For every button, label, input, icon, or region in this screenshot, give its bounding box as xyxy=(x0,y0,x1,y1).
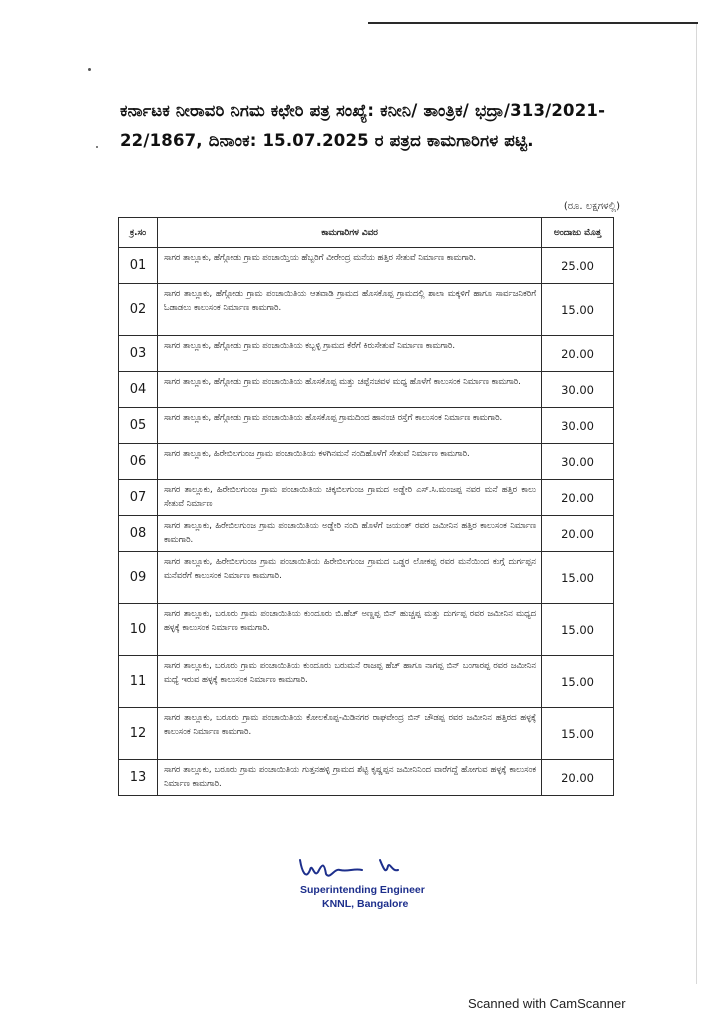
serial-cell: 13 xyxy=(119,760,158,796)
amount-cell: 25.00 xyxy=(542,248,614,284)
signature-scribble xyxy=(296,852,418,886)
amount-cell: 20.00 xyxy=(542,480,614,516)
description-cell: ಸಾಗರ ತಾಲ್ಲೂಕು, ಹಿರೇಬಿಲಗುಂಜ ಗ್ರಾಮ ಪಂಚಾಯಿತಿಯ ಹಿರೇಬಿಲಗುಂಜ ಗ್ರಾಮದ ಒಡ್ಡರ ಲೋಕಪ್ಪ ರವರ ಮನೆಯಿಂದ ಕುಗ್ಗೆ ದುರ್ಗಪ್ಪನ ಮನೆವರೆಗೆ ಕಾಲುಸಂಕ ನಿರ್ಮಾಣ ಕಾಮಗಾರಿ. xyxy=(157,552,541,604)
table-row xyxy=(119,516,614,552)
serial-cell: 04 xyxy=(119,372,158,408)
description-cell: ಸಾಗರ ತಾಲ್ಲೂಕು, ಹೆಗ್ಗೋಡು ಗ್ರಾಮ ಪಂಚಾಯಿತಿಯ ಹೊಸಕೊಪ್ಪ ಗ್ರಾಮದಿಂದ ಹಾನಂಚಿ ರಸ್ತೆಗೆ ಕಾಲುಸಂಕ ನಿರ್ಮಾಣ ಕಾಮಗಾರಿ. xyxy=(157,408,541,444)
serial-cell: 02 xyxy=(119,284,158,336)
table-row xyxy=(119,552,614,604)
amount-cell: 15.00 xyxy=(542,656,614,708)
table-row xyxy=(119,408,614,444)
serial-header: ಕ್ರ.ಸಂ xyxy=(119,218,158,248)
scan-speck xyxy=(88,68,91,71)
table-row xyxy=(119,656,614,708)
serial-cell: 11 xyxy=(119,656,158,708)
description-cell: ಸಾಗರ ತಾಲ್ಲೂಕು, ಹೆಗ್ಗೋಡು ಗ್ರಾಮ ಪಂಚಾಯಿತಿಯ ಕಬ್ಬಳ್ಳಿ ಗ್ರಾಮದ ಕೆರೆಗೆ ಕಿರುಸೇತುವೆ ನಿರ್ಮಾಣ ಕಾಮಗಾರಿ. xyxy=(157,336,541,372)
serial-cell: 10 xyxy=(119,604,158,656)
table-row xyxy=(119,372,614,408)
description-cell: ಸಾಗರ ತಾಲ್ಲೂಕು, ಬರೂರು ಗ್ರಾಮ ಪಂಚಾಯಿತಿಯ ಕೋಲಕೊಪ್ಪ-ಮಿಡಿನಗರ ರಾಘವೇಂದ್ರ ಬಿನ್ ಚೌಡಪ್ಪ ರವರ ಜಮೀನಿನ ಹತ್ತಿರದ ಹಳ್ಳಕ್ಕೆ ಕಾಲುಸಂಕ ನಿರ್ಮಾಣ ಕಾಮಗಾರಿ. xyxy=(157,708,541,760)
amount-cell: 30.00 xyxy=(542,372,614,408)
table-row xyxy=(119,760,614,796)
description-cell: ಸಾಗರ ತಾಲ್ಲೂಕು, ಬರೂರು ಗ್ರಾಮ ಪಂಚಾಯಿತಿಯ ಕುಂದೂರು ಬಿ.ಹೆಚ್ ಅಣ್ಣಪ್ಪ ಬಿನ್ ಹುಚ್ಚಪ್ಪ ಮತ್ತು ದುರ್ಗಪ್ಪ ರವರ ಜಮೀನಿನ ಮಧ್ಯದ ಹಳ್ಳಕ್ಕೆ ಕಾಲುಸಂಕ ನಿರ್ಮಾಣ ಕಾಮಗಾರಿ. xyxy=(157,604,541,656)
description-cell: ಸಾಗರ ತಾಲ್ಲೂಕು, ಬರೂರು ಗ್ರಾಮ ಪಂಚಾಯಿತಿಯ ಕುಂದೂರು ಬರುಮನೆ ರಾಜಪ್ಪ ಹೆಚ್ ಹಾಗೂ ನಾಗಪ್ಪ ಬಿನ್ ಬಂಗಾರಪ್ಪ ರವರ ಜಮೀನಿನ ಮಧ್ಯೆ ಇರುವ ಹಳ್ಳಕ್ಕೆ ಕಾಲುಸಂಕ ನಿರ್ಮಾಣ ಕಾಮಗಾರಿ. xyxy=(157,656,541,708)
unit-note: (ರೂ. ಲಕ್ಷಗಳಲ್ಲಿ) xyxy=(563,201,620,212)
serial-cell: 03 xyxy=(119,336,158,372)
letter-heading: ಕರ್ನಾಟಕ ನೀರಾವರಿ ನಿಗಮ ಕಛೇರಿ ಪತ್ರ ಸಂಖ್ಯೆ: ಕನೀನಿ/ ತಾಂತ್ರಿಕ/ ಭದ್ರಾ/313/2021-22/1867, ದಿನಾಂಕ: 15.07.2025 ರ ಪತ್ರದ ಕಾಮಗಾರಿಗಳ ಪಟ್ಟಿ. xyxy=(120,101,606,150)
serial-cell: 01 xyxy=(119,248,158,284)
serial-cell: 08 xyxy=(119,516,158,552)
serial-cell: 07 xyxy=(119,480,158,516)
table-row xyxy=(119,444,614,480)
description-header: ಕಾಮಗಾರಿಗಳ ವಿವರ xyxy=(157,218,541,248)
table-row xyxy=(119,336,614,372)
page-edge-line xyxy=(696,24,697,984)
description-cell: ಸಾಗರ ತಾಲ್ಲೂಕು, ಹೆಗ್ಗೋಡು ಗ್ರಾಮ ಪಂಚಾಯಿತಿಯ ಹೊಸಕೊಪ್ಪ ಮತ್ತು ಚಪ್ಪೆನಚವಳ ಮಧ್ಯ ಹೊಳೆಗೆ ಕಾಲುಸಂಕ ನಿರ್ಮಾಣ ಕಾಮಗಾರಿ. xyxy=(157,372,541,408)
table-body xyxy=(119,248,614,796)
serial-cell: 12 xyxy=(119,708,158,760)
amount-cell: 15.00 xyxy=(542,552,614,604)
amount-cell: 15.00 xyxy=(542,604,614,656)
description-cell: ಸಾಗರ ತಾಲ್ಲೂಕು, ಹೆಗ್ಗೋಡು ಗ್ರಾಮ ಪಂಚಾಯ್ತಿಯ ಹೆಬ್ಬರಿಗೆ ವೀರೇಂದ್ರ ಮನೆಯ ಹತ್ತಿರ ಸೇತುವೆ ನಿರ್ಮಾಣ ಕಾಮಗಾರಿ. xyxy=(157,248,541,284)
amount-header: ಅಂದಾಜು ಮೊತ್ತ xyxy=(542,218,614,248)
amount-cell: 15.00 xyxy=(542,708,614,760)
amount-cell: 20.00 xyxy=(542,516,614,552)
description-cell: ಸಾಗರ ತಾಲ್ಲೂಕು, ಬರೂರು ಗ್ರಾಮ ಪಂಚಾಯಿತಿಯ ಗುತ್ತನಹಳ್ಳಿ ಗ್ರಾಮದ ಶೆಟ್ಟಿ ಕೃಷ್ಣಪ್ಪನ ಜಮೀನಿನಿಂದ ವಾರೆಗದ್ದೆ ಹೋಗುವ ಹಳ್ಳಕ್ಕೆ ಕಾಲುಸಂಕ ನಿರ್ಮಾಣ ಕಾಮಗಾರಿ. xyxy=(157,760,541,796)
description-cell: ಸಾಗರ ತಾಲ್ಲೂಕು, ಹೆಗ್ಗೋಡು ಗ್ರಾಮ ಪಂಚಾಯಿತಿಯ ಆತವಾಡಿ ಗ್ರಾಮದ ಹೊಸಕೊಪ್ಪ ಗ್ರಾಮದಲ್ಲಿ ಶಾಲಾ ಮಕ್ಕಳಿಗೆ ಹಾಗೂ ಸಾರ್ವಜನಿಕರಿಗೆ ಓಡಾಡಲು ಕಾಲುಸಂಕ ನಿರ್ಮಾಣ ಕಾಮಗಾರಿ. xyxy=(157,284,541,336)
serial-cell: 06 xyxy=(119,444,158,480)
table-row xyxy=(119,480,614,516)
description-cell: ಸಾಗರ ತಾಲ್ಲೂಕು, ಹಿರೇಬಿಲಗುಂಜ ಗ್ರಾಮ ಪಂಚಾಯಿತಿಯ ಚಿಕ್ಕಬಿಲಗುಂಜ ಗ್ರಾಮದ ಅಡ್ಡೇರಿ ಎಸ್.ಸಿ.ಮಂಜಪ್ಪ ನವರ ಮನೆ ಹತ್ತಿರ ಕಾಲು ಸೇತುವೆ ನಿರ್ಮಾಣ xyxy=(157,480,541,516)
scan-watermark: Scanned with CamScanner xyxy=(468,996,626,1011)
works-table xyxy=(118,217,614,796)
amount-cell: 30.00 xyxy=(542,444,614,480)
serial-cell: 09 xyxy=(119,552,158,604)
amount-cell: 20.00 xyxy=(542,336,614,372)
signatory-office: KNNL, Bangalore xyxy=(322,898,409,910)
table-row xyxy=(119,708,614,760)
signatory-title: Superintending Engineer xyxy=(300,884,425,896)
amount-cell: 30.00 xyxy=(542,408,614,444)
scan-speck xyxy=(96,146,98,148)
amount-cell: 15.00 xyxy=(542,284,614,336)
table-header-row xyxy=(119,218,614,248)
table-row xyxy=(119,248,614,284)
description-cell: ಸಾಗರ ತಾಲ್ಲೂಕು, ಹಿರೇಬಿಲಗುಂಜ ಗ್ರಾಮ ಪಂಚಾಯಿತಿಯ ಅಡ್ಡೇರಿ ನಂದಿ ಹೊಳೆಗೆ ಜಯಂತ್ ರವರ ಜಮೀನಿನ ಹತ್ತಿರ ಕಾಲುಸಂಕ ನಿರ್ಮಾಣ ಕಾಮಗಾರಿ. xyxy=(157,516,541,552)
amount-cell: 20.00 xyxy=(542,760,614,796)
table-row xyxy=(119,604,614,656)
top-border-line xyxy=(368,22,698,24)
table-row xyxy=(119,284,614,336)
description-cell: ಸಾಗರ ತಾಲ್ಲೂಕು, ಹಿರೇಬಿಲಗುಂಜ ಗ್ರಾಮ ಪಂಚಾಯಿತಿಯ ಕಳಗಿನಮನೆ ನಂದಿಹೊಳೆಗೆ ಸೇತುವೆ ನಿರ್ಮಾಣ ಕಾಮಗಾರಿ. xyxy=(157,444,541,480)
serial-cell: 05 xyxy=(119,408,158,444)
